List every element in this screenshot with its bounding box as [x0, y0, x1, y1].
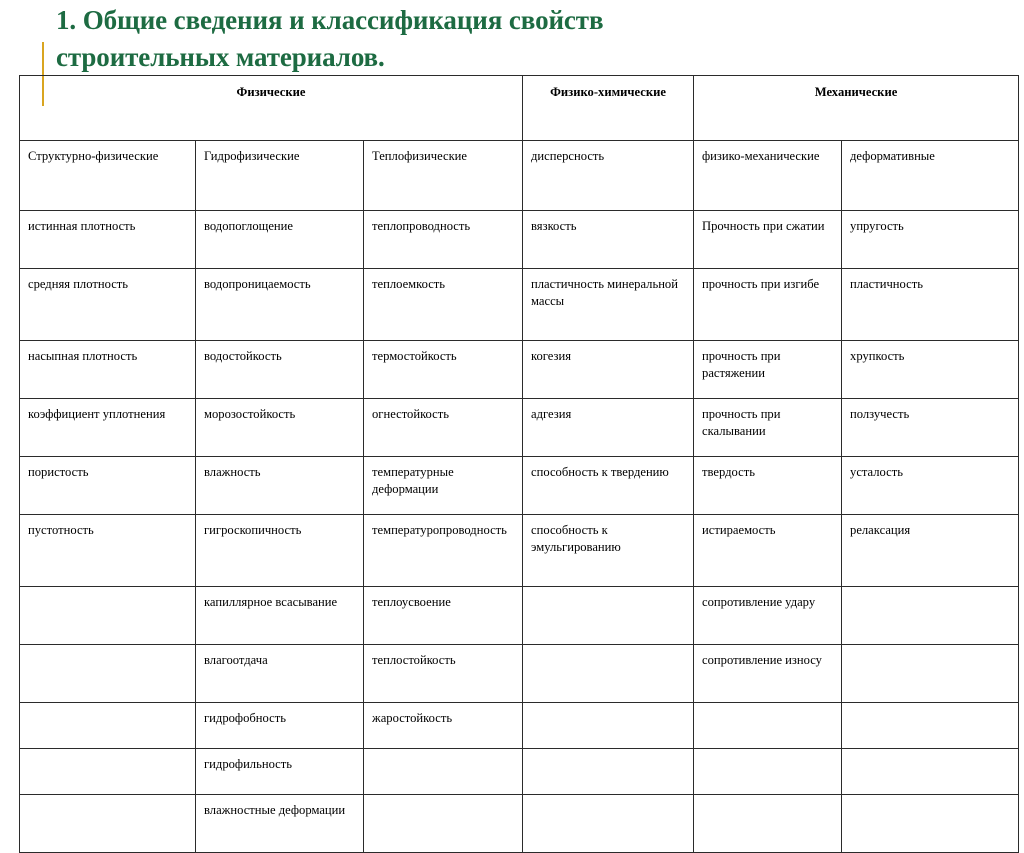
- cell: температурные деформации: [364, 457, 523, 515]
- cell: средняя плотность: [20, 269, 196, 341]
- cell: [20, 645, 196, 703]
- cell: теплоусвоение: [364, 587, 523, 645]
- cell: гидрофильность: [196, 749, 364, 795]
- cell: [20, 749, 196, 795]
- subheader-hydrophysical: Гидрофизические: [196, 141, 364, 211]
- page-title: [56, 2, 996, 76]
- group-header-physico-chemical: Физико-химические: [523, 76, 694, 141]
- subheader-thermophysical: Теплофизические: [364, 141, 523, 211]
- group-header-physical: Физические: [20, 76, 523, 141]
- cell: релаксация: [842, 515, 1019, 587]
- cell: [523, 703, 694, 749]
- cell: [364, 749, 523, 795]
- cell: водостойкость: [196, 341, 364, 399]
- cell: истираемость: [694, 515, 842, 587]
- cell: сопротивление удару: [694, 587, 842, 645]
- subheader-dispersity: дисперсность: [523, 141, 694, 211]
- subcategory-header-row: [20, 141, 1019, 211]
- subheader-physico-mechanical: физико-механические: [694, 141, 842, 211]
- cell: Прочность при сжатии: [694, 211, 842, 269]
- cell: истинная плотность: [20, 211, 196, 269]
- cell: коэффициент уплотнения: [20, 399, 196, 457]
- cell: твердость: [694, 457, 842, 515]
- table-row: [20, 457, 1019, 515]
- group-header-mechanical: Механические: [694, 76, 1019, 141]
- cell: прочность при растяжении: [694, 341, 842, 399]
- cell: пористость: [20, 457, 196, 515]
- cell: прочность при изгибе: [694, 269, 842, 341]
- cell: способность к эмульгированию: [523, 515, 694, 587]
- cell: когезия: [523, 341, 694, 399]
- cell: [364, 795, 523, 853]
- cell: влажность: [196, 457, 364, 515]
- cell: теплоемкость: [364, 269, 523, 341]
- cell: огнестойкость: [364, 399, 523, 457]
- cell: [842, 587, 1019, 645]
- cell: гидрофобность: [196, 703, 364, 749]
- cell: температуропроводность: [364, 515, 523, 587]
- cell: [694, 703, 842, 749]
- cell: хрупкость: [842, 341, 1019, 399]
- cell: водопоглощение: [196, 211, 364, 269]
- cell: влагоотдача: [196, 645, 364, 703]
- subheader-structural-physical: Структурно-физические: [20, 141, 196, 211]
- page-title-line-2: строительных материалов.: [56, 42, 385, 72]
- cell: теплопроводность: [364, 211, 523, 269]
- cell: [842, 749, 1019, 795]
- cell: капиллярное всасывание: [196, 587, 364, 645]
- table-row: [20, 645, 1019, 703]
- group-header-row: [20, 76, 1019, 141]
- cell: упругость: [842, 211, 1019, 269]
- subheader-deformative: деформативные: [842, 141, 1019, 211]
- cell: теплостойкость: [364, 645, 523, 703]
- table-header: [20, 76, 1019, 141]
- table-row: [20, 515, 1019, 587]
- cell: [523, 795, 694, 853]
- cell: термостойкость: [364, 341, 523, 399]
- cell: прочность при скалывании: [694, 399, 842, 457]
- cell: насыпная плотность: [20, 341, 196, 399]
- table-row: [20, 341, 1019, 399]
- table-row: [20, 749, 1019, 795]
- cell: пластичность: [842, 269, 1019, 341]
- cell: усталость: [842, 457, 1019, 515]
- cell: [523, 645, 694, 703]
- cell: вязкость: [523, 211, 694, 269]
- cell: [20, 587, 196, 645]
- table-row: [20, 211, 1019, 269]
- cell: адгезия: [523, 399, 694, 457]
- cell: пластичность минеральной массы: [523, 269, 694, 341]
- table-row: [20, 703, 1019, 749]
- table-body: [20, 141, 1019, 853]
- cell: [523, 749, 694, 795]
- cell: [842, 645, 1019, 703]
- cell: [842, 795, 1019, 853]
- table-row: [20, 587, 1019, 645]
- cell: сопротивление износу: [694, 645, 842, 703]
- page-title-line-1: 1. Общие сведения и классификация свойств: [56, 5, 604, 35]
- cell: [842, 703, 1019, 749]
- cell: пустотность: [20, 515, 196, 587]
- cell: ползучесть: [842, 399, 1019, 457]
- table-row: [20, 269, 1019, 341]
- cell: [694, 749, 842, 795]
- cell: [20, 795, 196, 853]
- cell: жаростойкость: [364, 703, 523, 749]
- cell: гигроскопичность: [196, 515, 364, 587]
- properties-classification-table: [19, 75, 1019, 853]
- cell: способность к твердению: [523, 457, 694, 515]
- cell: морозостойкость: [196, 399, 364, 457]
- cell: [523, 587, 694, 645]
- table-row: [20, 399, 1019, 457]
- cell: [694, 795, 842, 853]
- table-row: [20, 795, 1019, 853]
- cell: [20, 703, 196, 749]
- cell: влажностные деформации: [196, 795, 364, 853]
- cell: водопроницаемость: [196, 269, 364, 341]
